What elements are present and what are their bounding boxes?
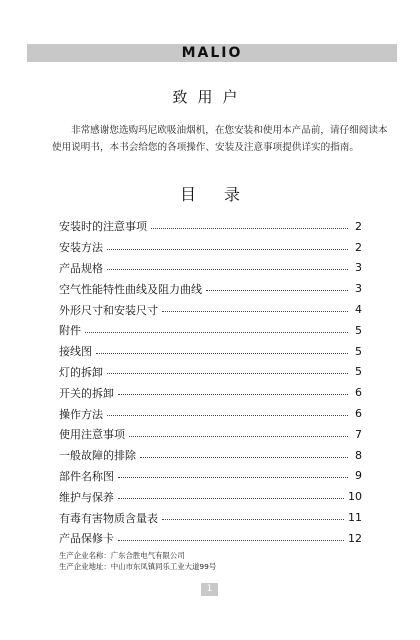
toc-item[interactable] bbox=[59, 528, 362, 549]
toc-leader bbox=[118, 540, 344, 541]
toc-item-label: 维护与保养 bbox=[59, 490, 114, 504]
toc-item-page: 3 bbox=[355, 261, 362, 275]
toc-leader bbox=[96, 353, 348, 354]
toc-leader bbox=[162, 311, 348, 312]
page-number: 1 bbox=[201, 583, 218, 596]
toc-item-label: 灯的拆卸 bbox=[59, 365, 103, 379]
toc-item[interactable] bbox=[59, 320, 362, 341]
intro-paragraph: 非常感谢您选购玛尼欧吸油烟机，在您安装和使用本产品前，请仔细阅读本使用说明书，本书会给您的各项操作、安装及注意事项提供详实的指南。 bbox=[52, 125, 388, 153]
toc-item[interactable] bbox=[59, 237, 362, 258]
toc-item-label: 部件名称图 bbox=[59, 469, 114, 483]
toc-leader bbox=[129, 436, 348, 437]
toc-item-label: 附件 bbox=[59, 324, 81, 338]
toc-item[interactable] bbox=[59, 424, 362, 445]
greeting-title: 致用户 bbox=[172, 88, 248, 106]
toc-item-label: 产品保修卡 bbox=[59, 532, 114, 546]
brand-logo: MALIO bbox=[181, 45, 243, 61]
table-of-contents bbox=[59, 216, 362, 549]
toc-item-page: 5 bbox=[355, 344, 362, 358]
toc-item-label: 开关的拆卸 bbox=[59, 386, 114, 400]
toc-item-page: 5 bbox=[355, 365, 362, 379]
toc-item-label: 一般故障的排除 bbox=[59, 449, 136, 463]
toc-item-label: 安装方法 bbox=[59, 241, 103, 255]
toc-item-page: 12 bbox=[348, 531, 362, 545]
toc-item-label: 空气性能特性曲线及阻力曲线 bbox=[59, 282, 202, 296]
toc-leader bbox=[118, 477, 348, 478]
toc-item-label: 外形尺寸和安装尺寸 bbox=[59, 303, 158, 317]
toc-leader bbox=[151, 228, 348, 229]
toc-leader bbox=[107, 415, 348, 416]
toc-item[interactable] bbox=[59, 362, 362, 383]
toc-item[interactable] bbox=[59, 466, 362, 487]
toc-leader bbox=[118, 498, 344, 499]
toc-item-label: 安装时的注意事项 bbox=[59, 220, 147, 234]
toc-item[interactable] bbox=[59, 278, 362, 299]
toc-item[interactable] bbox=[59, 382, 362, 403]
toc-item[interactable] bbox=[59, 258, 362, 279]
toc-item-page: 9 bbox=[355, 469, 362, 483]
header-bar bbox=[27, 44, 397, 62]
toc-item-label: 使用注意事项 bbox=[59, 428, 125, 442]
toc-leader bbox=[162, 519, 344, 520]
manufacturer-name: 生产企业名称：广东合胜电气有限公司 bbox=[59, 551, 185, 560]
toc-item-label: 有毒有害物质含量表 bbox=[59, 511, 158, 525]
toc-leader bbox=[85, 332, 348, 333]
manufacturer-info bbox=[59, 550, 216, 572]
toc-item[interactable] bbox=[59, 445, 362, 466]
toc-item-page: 2 bbox=[355, 240, 362, 254]
toc-item-page: 11 bbox=[348, 511, 362, 525]
toc-item[interactable] bbox=[59, 486, 362, 507]
toc-leader bbox=[107, 269, 348, 270]
toc-leader bbox=[107, 373, 348, 374]
toc-item-label: 接线图 bbox=[59, 345, 92, 359]
toc-title: 目录 bbox=[179, 185, 268, 204]
manufacturer-address: 生产企业地址：中山市东凤镇同乐工业大道99号 bbox=[59, 562, 217, 571]
toc-item-page: 6 bbox=[355, 407, 362, 421]
toc-item[interactable] bbox=[59, 507, 362, 528]
toc-item-page: 7 bbox=[355, 427, 362, 441]
toc-leader bbox=[107, 249, 348, 250]
toc-item-page: 3 bbox=[355, 282, 362, 296]
toc-item[interactable] bbox=[59, 216, 362, 237]
toc-leader bbox=[206, 290, 348, 291]
toc-item-page: 8 bbox=[355, 448, 362, 462]
toc-leader bbox=[140, 457, 348, 458]
toc-item-page: 4 bbox=[355, 303, 362, 317]
toc-item[interactable] bbox=[59, 403, 362, 424]
toc-item-page: 2 bbox=[355, 219, 362, 233]
toc-item-page: 5 bbox=[355, 323, 362, 337]
toc-item-page: 10 bbox=[348, 490, 362, 504]
toc-item[interactable] bbox=[59, 299, 362, 320]
toc-item-page: 6 bbox=[355, 386, 362, 400]
toc-leader bbox=[118, 394, 348, 395]
toc-item[interactable] bbox=[59, 341, 362, 362]
toc-item-label: 产品规格 bbox=[59, 261, 103, 275]
toc-item-label: 操作方法 bbox=[59, 407, 103, 421]
